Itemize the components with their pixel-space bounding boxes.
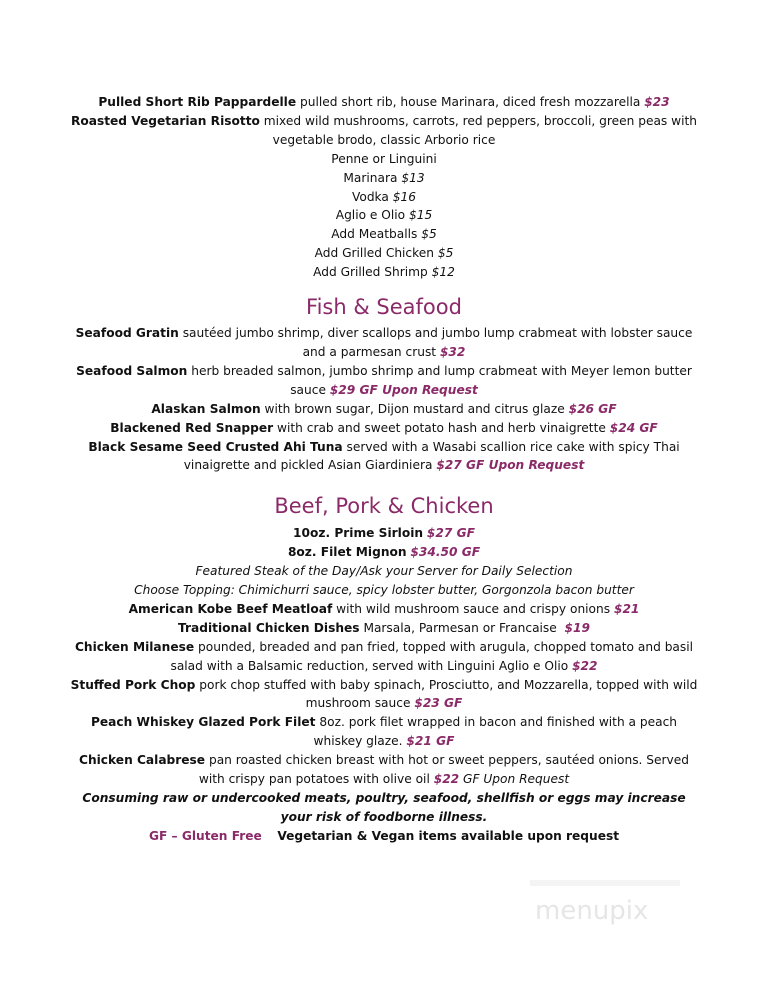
price: $21 GF — [406, 734, 455, 749]
price: $34.50 GF — [410, 545, 481, 560]
price: $23 GF — [414, 696, 463, 711]
price: $22 — [572, 658, 598, 673]
consumption-warning-cont: your risk of foodborne illness. — [280, 809, 488, 824]
penne-linguini: Penne or Linguini — [331, 151, 437, 166]
vegetarian-note: Vegetarian & Vegan items available upon request — [277, 828, 620, 843]
add-shrimp: Add Grilled Shrimp $12 — [313, 265, 455, 280]
menu-item-tuna-cont: vinaigrette and pickled Asian Giardiniera $27 GF Upon Request — [183, 458, 585, 473]
section-heading-beef: Beef, Pork & Chicken — [274, 494, 494, 519]
section-heading-fish: Fish & Seafood — [306, 295, 462, 320]
add-meatballs: Add Meatballs $5 — [331, 227, 437, 242]
menu-item-milanese: Chicken Milanese pounded, breaded and pan fried, topped with arugula, chopped tomato and basil — [74, 639, 694, 654]
consumption-warning: Consuming raw or undercooked meats, poultry, seafood, shellfish or eggs may increase — [82, 791, 686, 805]
menu-item-pork-chop: Stuffed Pork Chop pork chop stuffed with baby spinach, Prosciutto, and Mozzarella, topped with wild — [70, 677, 698, 692]
menu-item-gratin-cont: and a parmesan crust $32 — [302, 344, 466, 359]
menu-item-tuna: Black Sesame Seed Crusted Ahi Tuna served with a Wasabi scallion rice cake with spicy Thai — [88, 439, 680, 454]
menu-item-risotto: Roasted Vegetarian Risotto mixed wild mushrooms, carrots, red peppers, broccoli, green peas with — [70, 113, 698, 128]
option-marinara: Marinara $13 — [343, 170, 425, 185]
menu-item-peach-pork: Peach Whiskey Glazed Pork Filet 8oz. pork filet wrapped in bacon and finished with a peach — [90, 715, 678, 730]
menu-item-meatloaf: American Kobe Beef Meatloaf with wild mushroom sauce and crispy onions $21 — [128, 601, 640, 616]
menu-item-alaskan: Alaskan Salmon with brown sugar, Dijon mustard and citrus glaze $26 GF — [151, 401, 617, 416]
menu-item-calabrese-cont: with crispy pan potatoes with olive oil $22 GF Upon Request — [198, 772, 570, 787]
option-vodka: Vodka $16 — [351, 189, 417, 204]
featured-steak-note: Featured Steak of the Day/Ask your Server for Daily Selection — [195, 564, 573, 579]
menu-item-milanese-cont: salad with a Balsamic reduction, served with Linguini Aglio e Olio $22 — [170, 658, 598, 673]
menu-item-short-rib: Pulled Short Rib Pappardelle pulled short rib, house Marinara, diced fresh mozzarella $23 — [98, 95, 670, 109]
menupix-watermark: menupix — [535, 896, 649, 926]
price: $24 GF — [609, 420, 658, 435]
price: $21 — [613, 601, 640, 616]
price: $22 — [433, 772, 460, 787]
option-aglio: Aglio e Olio $15 — [335, 208, 433, 223]
menu-item-pork-chop-cont: mushroom sauce $23 GF — [305, 696, 463, 711]
price: $32 — [439, 344, 466, 359]
menu-item-filet: 8oz. Filet Mignon $34.50 GF — [287, 545, 481, 560]
price: $27 GF Upon Request — [436, 458, 585, 473]
menu-item-gratin: Seafood Gratin sautéed jumbo shrimp, diver scallops and jumbo lump crabmeat with lobster sauce — [75, 326, 693, 341]
topping-note: Choose Topping: Chimichurri sauce, spicy lobster butter, Gorgonzola bacon butter — [134, 583, 634, 598]
menu-item-salmon-cont: sauce $29 GF Upon Request — [290, 382, 478, 397]
price: $29 GF Upon Request — [329, 382, 478, 397]
menu-item-trad-chicken: Traditional Chicken Dishes Marsala, Parmesan or Francaise $19 — [178, 620, 590, 635]
price: $26 GF — [568, 401, 617, 416]
price: $19 — [564, 620, 590, 635]
gf-legend: GF – Gluten Free — [148, 828, 262, 843]
menu-item-salmon: Seafood Salmon herb breaded salmon, jumbo shrimp and lump crabmeat with Meyer lemon butter — [76, 363, 692, 378]
menu-item-snapper: Blackened Red Snapper with crab and sweet potato hash and herb vinaigrette $24 GF — [110, 420, 658, 435]
add-chicken: Add Grilled Chicken $5 — [314, 246, 454, 261]
price: $27 GF — [426, 526, 475, 541]
menu-item-sirloin: 10oz. Prime Sirloin $27 GF — [293, 526, 475, 541]
menu-item-calabrese: Chicken Calabrese pan roasted chicken breast with hot or sweet peppers, sautéed onions. Served — [79, 753, 689, 768]
menu-page — [0, 93, 768, 846]
legend-line — [0, 827, 768, 846]
price: $23 — [644, 95, 670, 109]
menu-item-risotto-cont: vegetable brodo, classic Arborio rice — [272, 132, 496, 147]
watermark-bar — [530, 880, 680, 886]
menu-item-peach-pork-cont: whiskey glaze. $21 GF — [313, 734, 455, 749]
